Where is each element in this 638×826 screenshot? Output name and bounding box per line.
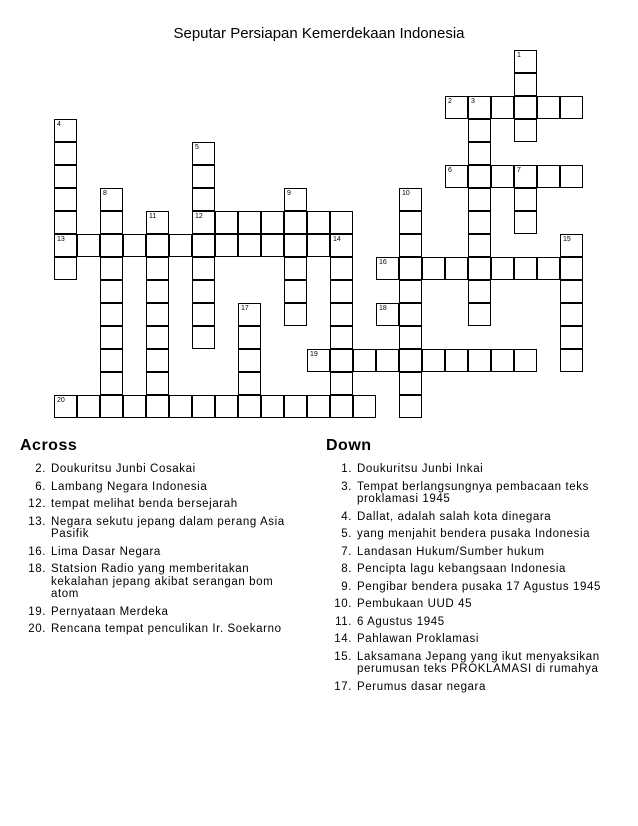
grid-cell[interactable] [77, 395, 100, 418]
grid-cell[interactable] [353, 349, 376, 372]
clue-number: 6. [35, 480, 46, 493]
grid-cell[interactable] [514, 257, 537, 280]
grid-cell[interactable] [100, 303, 123, 326]
clue-text: Perumus dasar negara [357, 680, 486, 693]
grid-cell[interactable] [468, 188, 491, 211]
across-clue [20, 563, 305, 601]
clue-number: 14 [333, 236, 341, 243]
grid-cell[interactable] [514, 349, 537, 372]
grid-cell[interactable] [468, 119, 491, 142]
grid-cell[interactable] [146, 257, 169, 280]
grid-cell[interactable] [100, 326, 123, 349]
grid-cell[interactable] [399, 257, 422, 280]
grid-cell[interactable] [399, 188, 422, 211]
grid-cell[interactable] [54, 188, 77, 211]
grid-cell[interactable] [100, 257, 123, 280]
grid-cell[interactable] [192, 142, 215, 165]
grid-cell[interactable] [100, 188, 123, 211]
grid-cell[interactable] [307, 211, 330, 234]
grid-cell[interactable] [54, 234, 77, 257]
clue-number: 10 [402, 190, 410, 197]
clue-number: 9 [287, 190, 291, 197]
grid-cell[interactable] [560, 303, 583, 326]
grid-cell[interactable] [192, 188, 215, 211]
grid-cell[interactable] [100, 280, 123, 303]
grid-cell[interactable] [192, 326, 215, 349]
grid-cell[interactable] [54, 395, 77, 418]
clue-number: 19. [28, 605, 46, 618]
clue-text: Pengibar bendera pusaka 17 Agustus 1945 [357, 580, 601, 593]
clue-number: 13 [57, 236, 65, 243]
clue-number: 1 [517, 52, 521, 59]
grid-cell[interactable] [560, 326, 583, 349]
puzzle-title: Seputar Persiapan Kemerdekaan Indonesia [173, 25, 465, 42]
grid-cell[interactable] [445, 96, 468, 119]
grid-cell[interactable] [284, 303, 307, 326]
clue-number: 2 [448, 98, 452, 105]
clue-number: 17. [334, 680, 352, 693]
clue-text: Dallat, adalah salah kota dinegara [357, 510, 552, 523]
grid-cell[interactable] [560, 234, 583, 257]
grid-cell[interactable] [514, 50, 537, 73]
grid-cell[interactable] [100, 372, 123, 395]
across-clue [20, 463, 305, 476]
grid-cell[interactable] [146, 349, 169, 372]
grid-cell[interactable] [560, 96, 583, 119]
grid-cell[interactable] [514, 96, 537, 119]
grid-cell[interactable] [399, 303, 422, 326]
clue-text: 6 Agustus 1945 [357, 615, 445, 628]
grid-cell[interactable] [146, 234, 169, 257]
clue-text: Negara sekutu jepang dalam perang Asia Pasifik [51, 515, 285, 540]
clue-number: 8. [341, 563, 352, 575]
clue-number: 2. [35, 463, 46, 475]
clue-number: 5. [341, 528, 352, 540]
clue-number: 9. [341, 580, 352, 593]
grid-cell[interactable] [468, 211, 491, 234]
grid-cell[interactable] [330, 211, 353, 234]
grid-cell[interactable] [169, 234, 192, 257]
grid-cell[interactable] [146, 326, 169, 349]
grid-cell[interactable] [491, 96, 514, 119]
clue-number: 16 [379, 259, 387, 266]
grid-cell[interactable] [560, 349, 583, 372]
grid-cell[interactable] [330, 303, 353, 326]
grid-cell[interactable] [514, 165, 537, 188]
grid-cell[interactable] [445, 349, 468, 372]
grid-cell[interactable] [169, 395, 192, 418]
grid-cell[interactable] [284, 257, 307, 280]
grid-cell[interactable] [468, 280, 491, 303]
across-clue [20, 606, 305, 619]
grid-cell[interactable] [560, 280, 583, 303]
down-clue [326, 546, 626, 559]
grid-cell[interactable] [376, 303, 399, 326]
grid-cell[interactable] [468, 96, 491, 119]
clue-number: 16. [28, 545, 46, 558]
grid-cell[interactable] [491, 257, 514, 280]
grid-cell[interactable] [192, 395, 215, 418]
clue-number: 4 [57, 121, 61, 128]
down-clue [326, 481, 626, 506]
clue-number: 10. [334, 598, 352, 610]
clue-number: 1. [341, 463, 352, 475]
grid-cell[interactable] [330, 326, 353, 349]
grid-cell[interactable] [468, 349, 491, 372]
grid-cell[interactable] [399, 349, 422, 372]
down-clue [326, 651, 626, 676]
across-clue [20, 623, 305, 636]
grid-cell[interactable] [514, 119, 537, 142]
grid-cell[interactable] [123, 395, 146, 418]
grid-cell[interactable] [146, 280, 169, 303]
grid-cell[interactable] [54, 142, 77, 165]
grid-cell[interactable] [330, 349, 353, 372]
across-clue [20, 546, 305, 559]
down-clue-list [326, 463, 626, 693]
grid-cell[interactable] [537, 96, 560, 119]
grid-cell[interactable] [54, 211, 77, 234]
clue-number: 12 [195, 213, 203, 220]
grid-cell[interactable] [560, 257, 583, 280]
grid-cell[interactable] [146, 372, 169, 395]
grid-cell[interactable] [284, 234, 307, 257]
grid-cell[interactable] [54, 119, 77, 142]
across-clue [20, 516, 305, 541]
clue-number: 8 [103, 190, 107, 197]
clue-text: Pembukaan UUD 45 [357, 598, 473, 610]
clue-text: yang menjahit bendera pusaka Indonesia [357, 528, 591, 540]
across-clue [20, 481, 305, 494]
clue-text: tempat melihat benda bersejarah [51, 498, 238, 510]
grid-cell[interactable] [445, 257, 468, 280]
down-clue [326, 528, 626, 541]
grid-cell[interactable] [284, 395, 307, 418]
clue-text: Pencipta lagu kebangsaan Indonesia [357, 563, 567, 575]
grid-cell[interactable] [330, 280, 353, 303]
grid-cell[interactable] [238, 395, 261, 418]
across-clue-list [20, 463, 305, 636]
clue-number: 13. [28, 515, 46, 528]
down-clue [326, 633, 626, 646]
grid-cell[interactable] [215, 395, 238, 418]
grid-cell[interactable] [514, 73, 537, 96]
clue-text: Pernyataan Merdeka [51, 605, 169, 618]
grid-cell[interactable] [261, 234, 284, 257]
grid-cell[interactable] [284, 188, 307, 211]
clue-number: 18. [28, 563, 46, 575]
grid-cell[interactable] [399, 211, 422, 234]
clue-number: 3. [341, 480, 352, 493]
clue-number: 19 [310, 351, 318, 358]
grid-cell[interactable] [514, 211, 537, 234]
grid-cell[interactable] [376, 349, 399, 372]
clue-number: 12. [28, 498, 46, 510]
clue-text: Tempat berlangsungnya pembacaan teks proklamasi 1945 [357, 480, 589, 505]
grid-cell[interactable] [215, 211, 238, 234]
clue-number: 20 [57, 397, 65, 404]
grid-cell[interactable] [192, 303, 215, 326]
grid-cell[interactable] [307, 349, 330, 372]
clue-number: 18 [379, 305, 387, 312]
grid-cell[interactable] [399, 372, 422, 395]
grid-cell[interactable] [100, 211, 123, 234]
grid-cell[interactable] [238, 211, 261, 234]
clue-text: Laksamana Jepang yang ikut menyaksikan perumusan teks PROKLAMASI di rumahya [357, 650, 600, 675]
down-clue [326, 563, 626, 576]
grid-cell[interactable] [238, 303, 261, 326]
grid-cell[interactable] [330, 234, 353, 257]
clue-number: 20. [28, 623, 46, 635]
grid-cell[interactable] [307, 234, 330, 257]
grid-cell[interactable] [330, 395, 353, 418]
grid-cell[interactable] [284, 280, 307, 303]
clue-number: 3 [471, 98, 475, 105]
grid-cell[interactable] [215, 234, 238, 257]
grid-cell[interactable] [146, 303, 169, 326]
grid-cell[interactable] [537, 165, 560, 188]
grid-cell[interactable] [399, 280, 422, 303]
across-heading: Across [20, 437, 78, 454]
grid-cell[interactable] [422, 257, 445, 280]
grid-cell[interactable] [468, 165, 491, 188]
grid-cell[interactable] [123, 234, 146, 257]
across-clue [20, 498, 305, 511]
grid-cell[interactable] [399, 234, 422, 257]
grid-cell[interactable] [468, 303, 491, 326]
grid-cell[interactable] [330, 257, 353, 280]
down-clue [326, 598, 626, 611]
grid-cell[interactable] [192, 234, 215, 257]
clue-text: Lima Dasar Negara [51, 545, 161, 558]
down-clue [326, 681, 626, 694]
grid-cell[interactable] [491, 165, 514, 188]
grid-cell[interactable] [468, 142, 491, 165]
grid-cell[interactable] [376, 257, 399, 280]
clue-number: 6 [448, 167, 452, 174]
across-clues [20, 437, 305, 641]
grid-cell[interactable] [54, 165, 77, 188]
grid-cell[interactable] [192, 280, 215, 303]
grid-cell[interactable] [54, 257, 77, 280]
clue-number: 15. [334, 650, 352, 663]
down-clue [326, 616, 626, 629]
clue-text: Lambang Negara Indonesia [51, 480, 208, 493]
grid-cell[interactable] [77, 234, 100, 257]
clue-text: Statsion Radio yang memberitakan kekalahan jepang akibat serangan bom atom [51, 563, 274, 600]
grid-cell[interactable] [100, 395, 123, 418]
grid-cell[interactable] [192, 211, 215, 234]
grid-cell[interactable] [353, 395, 376, 418]
clue-text: Rencana tempat penculikan Ir. Soekarno [51, 623, 282, 635]
clue-number: 7. [341, 545, 352, 558]
clue-number: 11. [335, 615, 352, 628]
clue-number: 7 [517, 167, 521, 174]
down-heading: Down [326, 437, 372, 454]
down-clues [326, 437, 626, 698]
grid-cell[interactable] [468, 257, 491, 280]
clue-text: Pahlawan Proklamasi [357, 633, 479, 645]
grid-cell[interactable] [238, 349, 261, 372]
grid-cell[interactable] [100, 234, 123, 257]
grid-cell[interactable] [146, 395, 169, 418]
grid-cell[interactable] [284, 211, 307, 234]
grid-cell[interactable] [238, 372, 261, 395]
down-clue [326, 581, 626, 594]
clue-text: Doukuritsu Junbi Inkai [357, 463, 484, 475]
grid-cell[interactable] [238, 326, 261, 349]
grid-cell[interactable] [192, 165, 215, 188]
grid-cell[interactable] [261, 211, 284, 234]
clue-number: 14. [334, 633, 352, 645]
grid-cell[interactable] [146, 211, 169, 234]
grid-cell[interactable] [399, 326, 422, 349]
clue-text: Doukuritsu Junbi Cosakai [51, 463, 196, 475]
grid-cell[interactable] [192, 257, 215, 280]
grid-cell[interactable] [468, 234, 491, 257]
grid-cell[interactable] [330, 372, 353, 395]
grid-cell[interactable] [537, 257, 560, 280]
down-clue [326, 511, 626, 524]
clue-number: 11 [149, 213, 157, 220]
grid-cell[interactable] [445, 165, 468, 188]
grid-cell[interactable] [422, 349, 445, 372]
grid-cell[interactable] [100, 349, 123, 372]
clue-text: Landasan Hukum/Sumber hukum [357, 545, 545, 558]
grid-cell[interactable] [560, 165, 583, 188]
clue-number: 17 [241, 305, 249, 312]
clue-number: 4. [341, 510, 352, 523]
clue-number: 15 [563, 236, 571, 243]
grid-cell[interactable] [261, 395, 284, 418]
clue-number: 5 [195, 144, 199, 151]
down-clue [326, 463, 626, 476]
grid-cell[interactable] [399, 395, 422, 418]
grid-cell[interactable] [307, 395, 330, 418]
grid-cell[interactable] [491, 349, 514, 372]
grid-cell[interactable] [238, 234, 261, 257]
grid-cell[interactable] [514, 188, 537, 211]
